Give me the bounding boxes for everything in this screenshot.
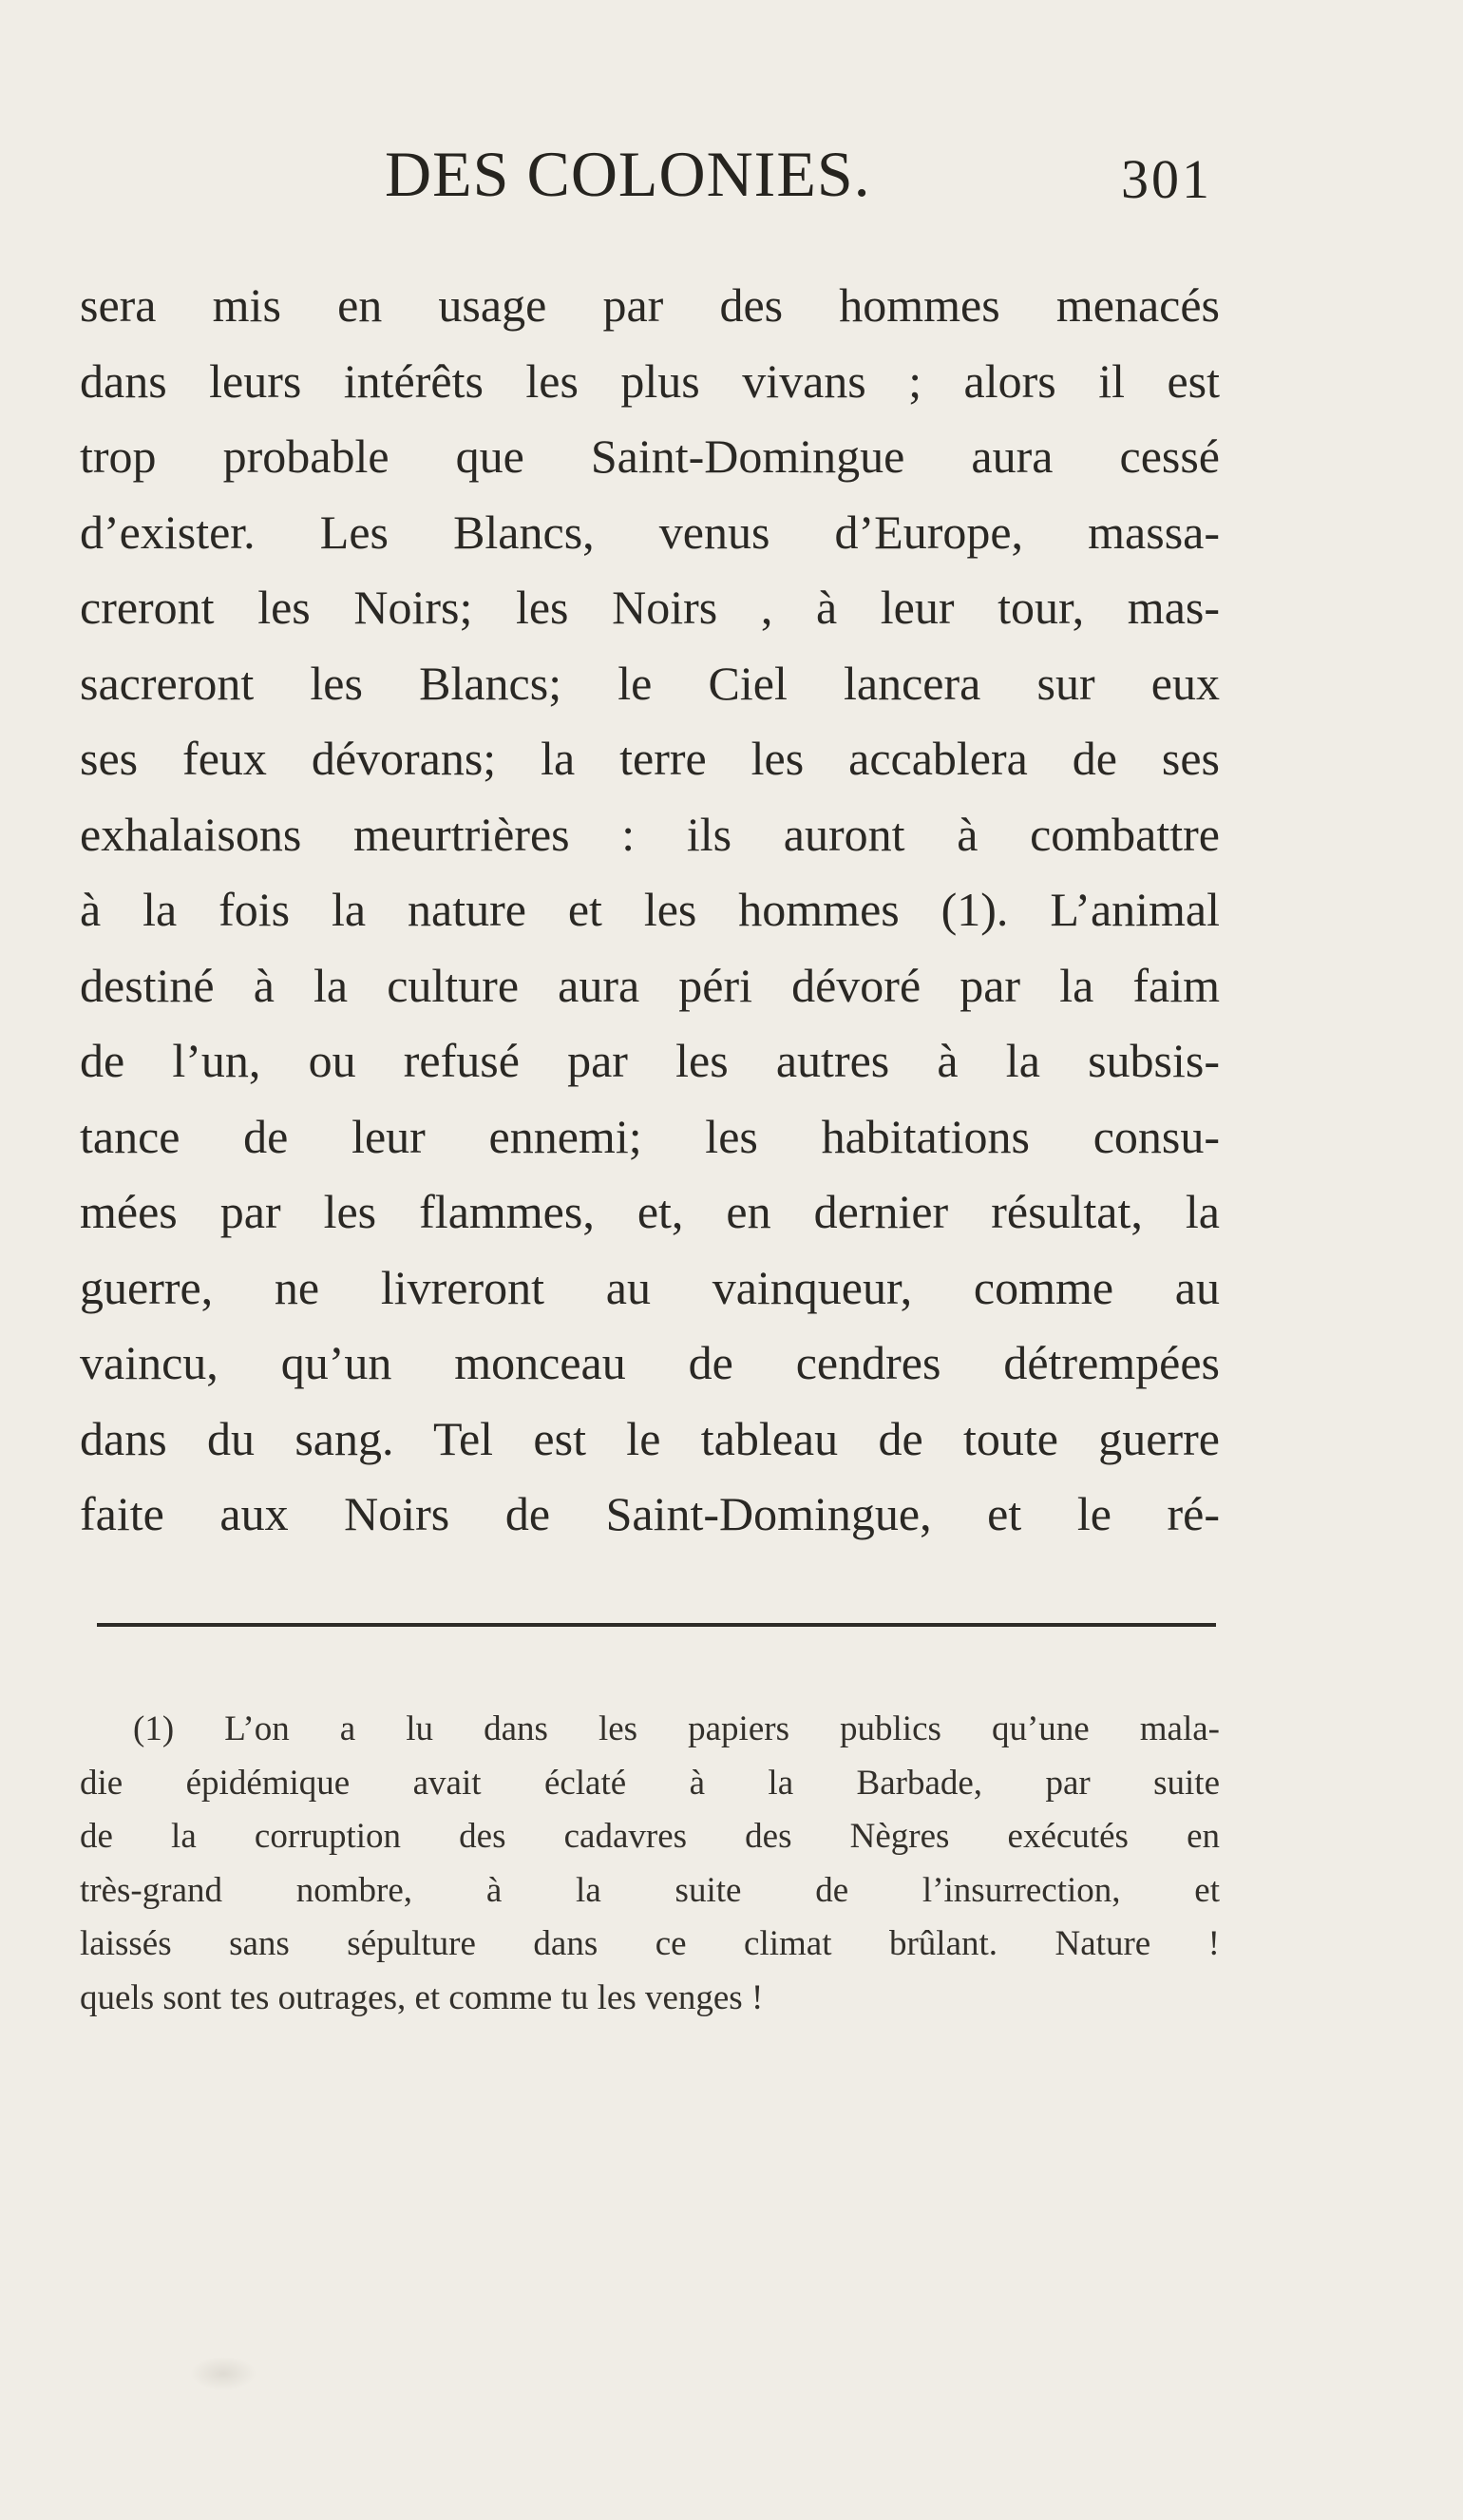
running-title: DES COLONIES. [385, 138, 871, 210]
body-line: tance de leur ennemi; les habitations consu- [80, 1109, 1220, 1163]
body-line: destiné à la culture aura péri dévoré par la faim [80, 958, 1220, 1012]
body-line: exhalaisons meurtrières : ils auront à combattre [80, 807, 1220, 861]
footnote-line: die épidémique avait éclaté à la Barbade, par suite [80, 1763, 1220, 1803]
body-line: de l’un, ou refusé par les autres à la subsis- [80, 1034, 1220, 1087]
body-line: à la fois la nature et les hommes (1). L’animal [80, 883, 1220, 936]
body-line: dans leurs intérêts les plus vivans ; alors il est [80, 353, 1220, 408]
footnote-rule [97, 1623, 1216, 1627]
body-line: trop probable que Saint-Domingue aura cessé [80, 430, 1220, 483]
page-number: 301 [1121, 148, 1212, 210]
body-line: faite aux Noirs de Saint-Domingue, et le ré- [80, 1487, 1220, 1540]
footnote-line: très-grand nombre, à la suite de l’insurrection, et [80, 1870, 1220, 1910]
paper-smudge [190, 2357, 256, 2391]
running-head [0, 131, 1463, 217]
footnote [80, 1703, 1220, 2025]
footnote-line: quels sont tes outrages, et comme tu les venges ! [80, 1977, 764, 2017]
footnote-line: (1) L’on a lu dans les papiers publics qu’une mala- [133, 1709, 1220, 1748]
body-line: vaincu, qu’un monceau de cendres détrempées [80, 1336, 1220, 1389]
body-text [80, 268, 1220, 1553]
body-line: sacreront les Blancs; le Ciel lancera sur eux [80, 656, 1220, 710]
footnote-line: de la corruption des cadavres des Nègres exécutés en [80, 1817, 1220, 1856]
body-line: guerre, ne livreront au vainqueur, comme au [80, 1260, 1220, 1314]
body-line: d’exister. Les Blancs, venus d’Europe, massa- [80, 505, 1220, 559]
footnote-line: laissés sans sépulture dans ce climat brûlant. Nature ! [80, 1924, 1220, 1963]
body-line: ses feux dévorans; la terre les accablera de ses [80, 732, 1220, 785]
body-line: sera mis en usage par des hommes menacés [80, 278, 1220, 332]
body-line: dans du sang. Tel est le tableau de toute guerre [80, 1411, 1220, 1465]
body-line: mées par les flammes, et, en dernier résultat, la [80, 1185, 1220, 1238]
body-line: creront les Noirs; les Noirs , à leur tour, mas- [80, 581, 1220, 634]
